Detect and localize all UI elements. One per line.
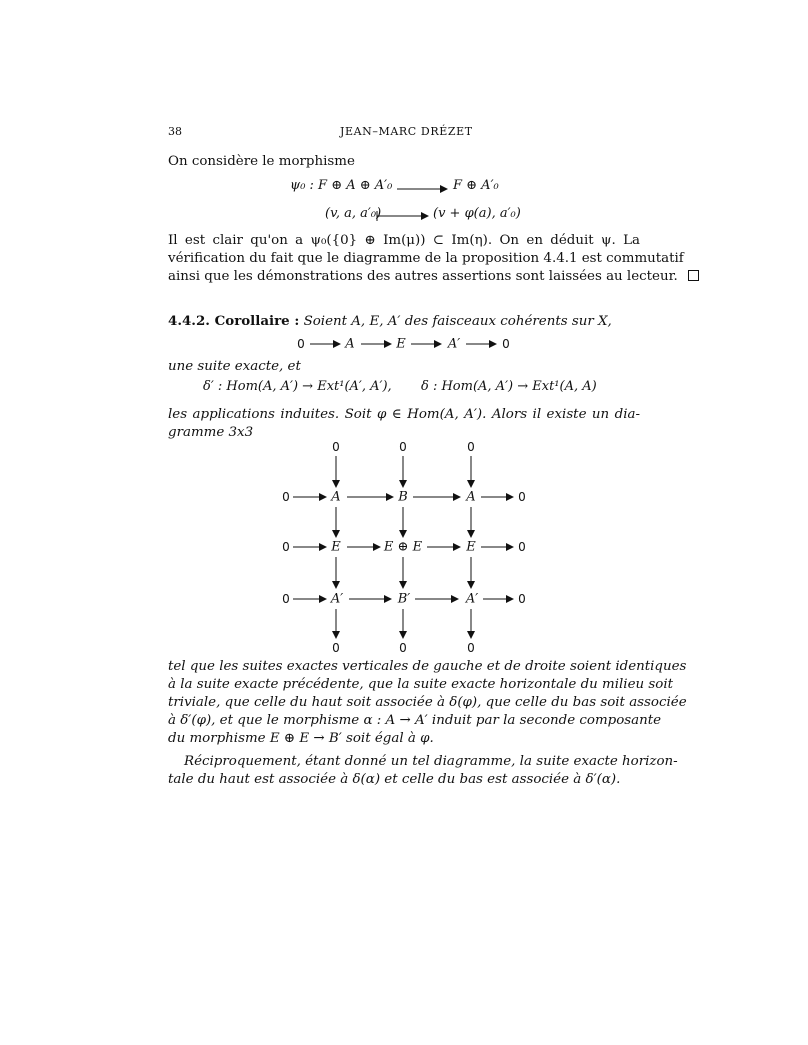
- para1-line3-wrap: [168, 268, 699, 286]
- tel-line4: à δ′(φ), et que le morphisme α : A → A′ induit par la seconde composante: [168, 713, 662, 728]
- recip-line2: tale du haut est associée à δ(α) et celle du bas est associée à δ′(α).: [168, 772, 621, 787]
- diag-bottom-zero: 0: [399, 641, 407, 655]
- para1-line3: ainsi que les démonstrations des autres assertions sont laissées au lecteur.: [168, 269, 678, 284]
- apps-line2: gramme 3x3: [168, 425, 254, 440]
- seq-node: E: [396, 336, 406, 352]
- tel-line3: triviale, que celle du haut soit associée à δ(φ), que celle du bas soit associée: [168, 695, 687, 710]
- diag-node: A: [331, 489, 341, 505]
- seq-node: 0: [502, 337, 510, 351]
- qed-box-icon: [688, 270, 699, 281]
- morphism-line2-left: (v, a, a′₀): [325, 206, 382, 221]
- diag-top-zero: 0: [467, 440, 475, 454]
- diag-node: 0: [282, 490, 290, 504]
- morphism-line2-right: (v + φ(a), a′₀): [433, 206, 521, 221]
- morphism-line1-left: ψ₀ : F ⊕ A ⊕ A′₀: [290, 178, 393, 193]
- diag-node: E ⊕ E: [383, 539, 423, 555]
- morphism-line1-right: F ⊕ A′₀: [453, 178, 499, 193]
- corollary-label: 4.4.2. Corollaire :: [168, 313, 300, 329]
- diag-node: 0: [518, 540, 526, 554]
- diag-node: 0: [282, 540, 290, 554]
- diag-bottom-zero: 0: [332, 641, 340, 655]
- diag-node: 0: [518, 490, 526, 504]
- seq-node: A: [345, 336, 355, 352]
- diag-node: E: [331, 539, 341, 555]
- diag-node: B: [398, 489, 408, 505]
- seq-node: 0: [297, 337, 305, 351]
- tel-line2: à la suite exacte précédente, que la suite exacte horizontale du milieu soit: [168, 677, 673, 692]
- corollary-heading: [168, 312, 612, 331]
- running-head: JEAN–MARC DRÉZET: [340, 125, 473, 138]
- diag-node: A′: [330, 591, 344, 607]
- corollary-text: Soient A, E, A′ des faisceaux cohérents sur X,: [303, 314, 612, 329]
- delta-prime-map: δ′ : Hom(A, A′) → Ext¹(A′, A′),: [203, 379, 392, 394]
- apps-line1: les applications induites. Soit φ ∈ Hom(A, A′). Alors il existe un dia-: [168, 407, 640, 422]
- diag-node: E: [466, 539, 476, 555]
- exact-note: une suite exacte, et: [168, 359, 301, 374]
- diag-top-zero: 0: [399, 440, 407, 454]
- diag-node: A′: [465, 591, 479, 607]
- diag-top-zero: 0: [332, 440, 340, 454]
- intro-text: On considère le morphisme: [168, 154, 355, 169]
- diag-bottom-zero: 0: [467, 641, 475, 655]
- tel-line5: du morphisme E ⊕ E → B′ soit égal à φ.: [168, 731, 434, 746]
- tel-line1: tel que les suites exactes verticales de gauche et de droite soient identiques: [168, 659, 687, 674]
- diag-node: B′: [397, 591, 411, 607]
- page-number: 38: [168, 125, 182, 138]
- para1-line2: vérification du fait que le diagramme de la proposition 4.4.1 est commutatif: [168, 251, 684, 266]
- diag-node: A: [466, 489, 476, 505]
- diag-node: 0: [518, 592, 526, 606]
- seq-node: A′: [447, 336, 461, 352]
- delta-map: δ : Hom(A, A′) → Ext¹(A, A): [421, 379, 597, 394]
- diag-node: 0: [282, 592, 290, 606]
- para1-line1: Il est clair qu'on a ψ₀({0} ⊕ Im(μ)) ⊂ Im(η). On en déduit ψ. La: [168, 233, 640, 248]
- recip-line1: Réciproquement, étant donné un tel diagramme, la suite exacte horizon-: [184, 754, 678, 769]
